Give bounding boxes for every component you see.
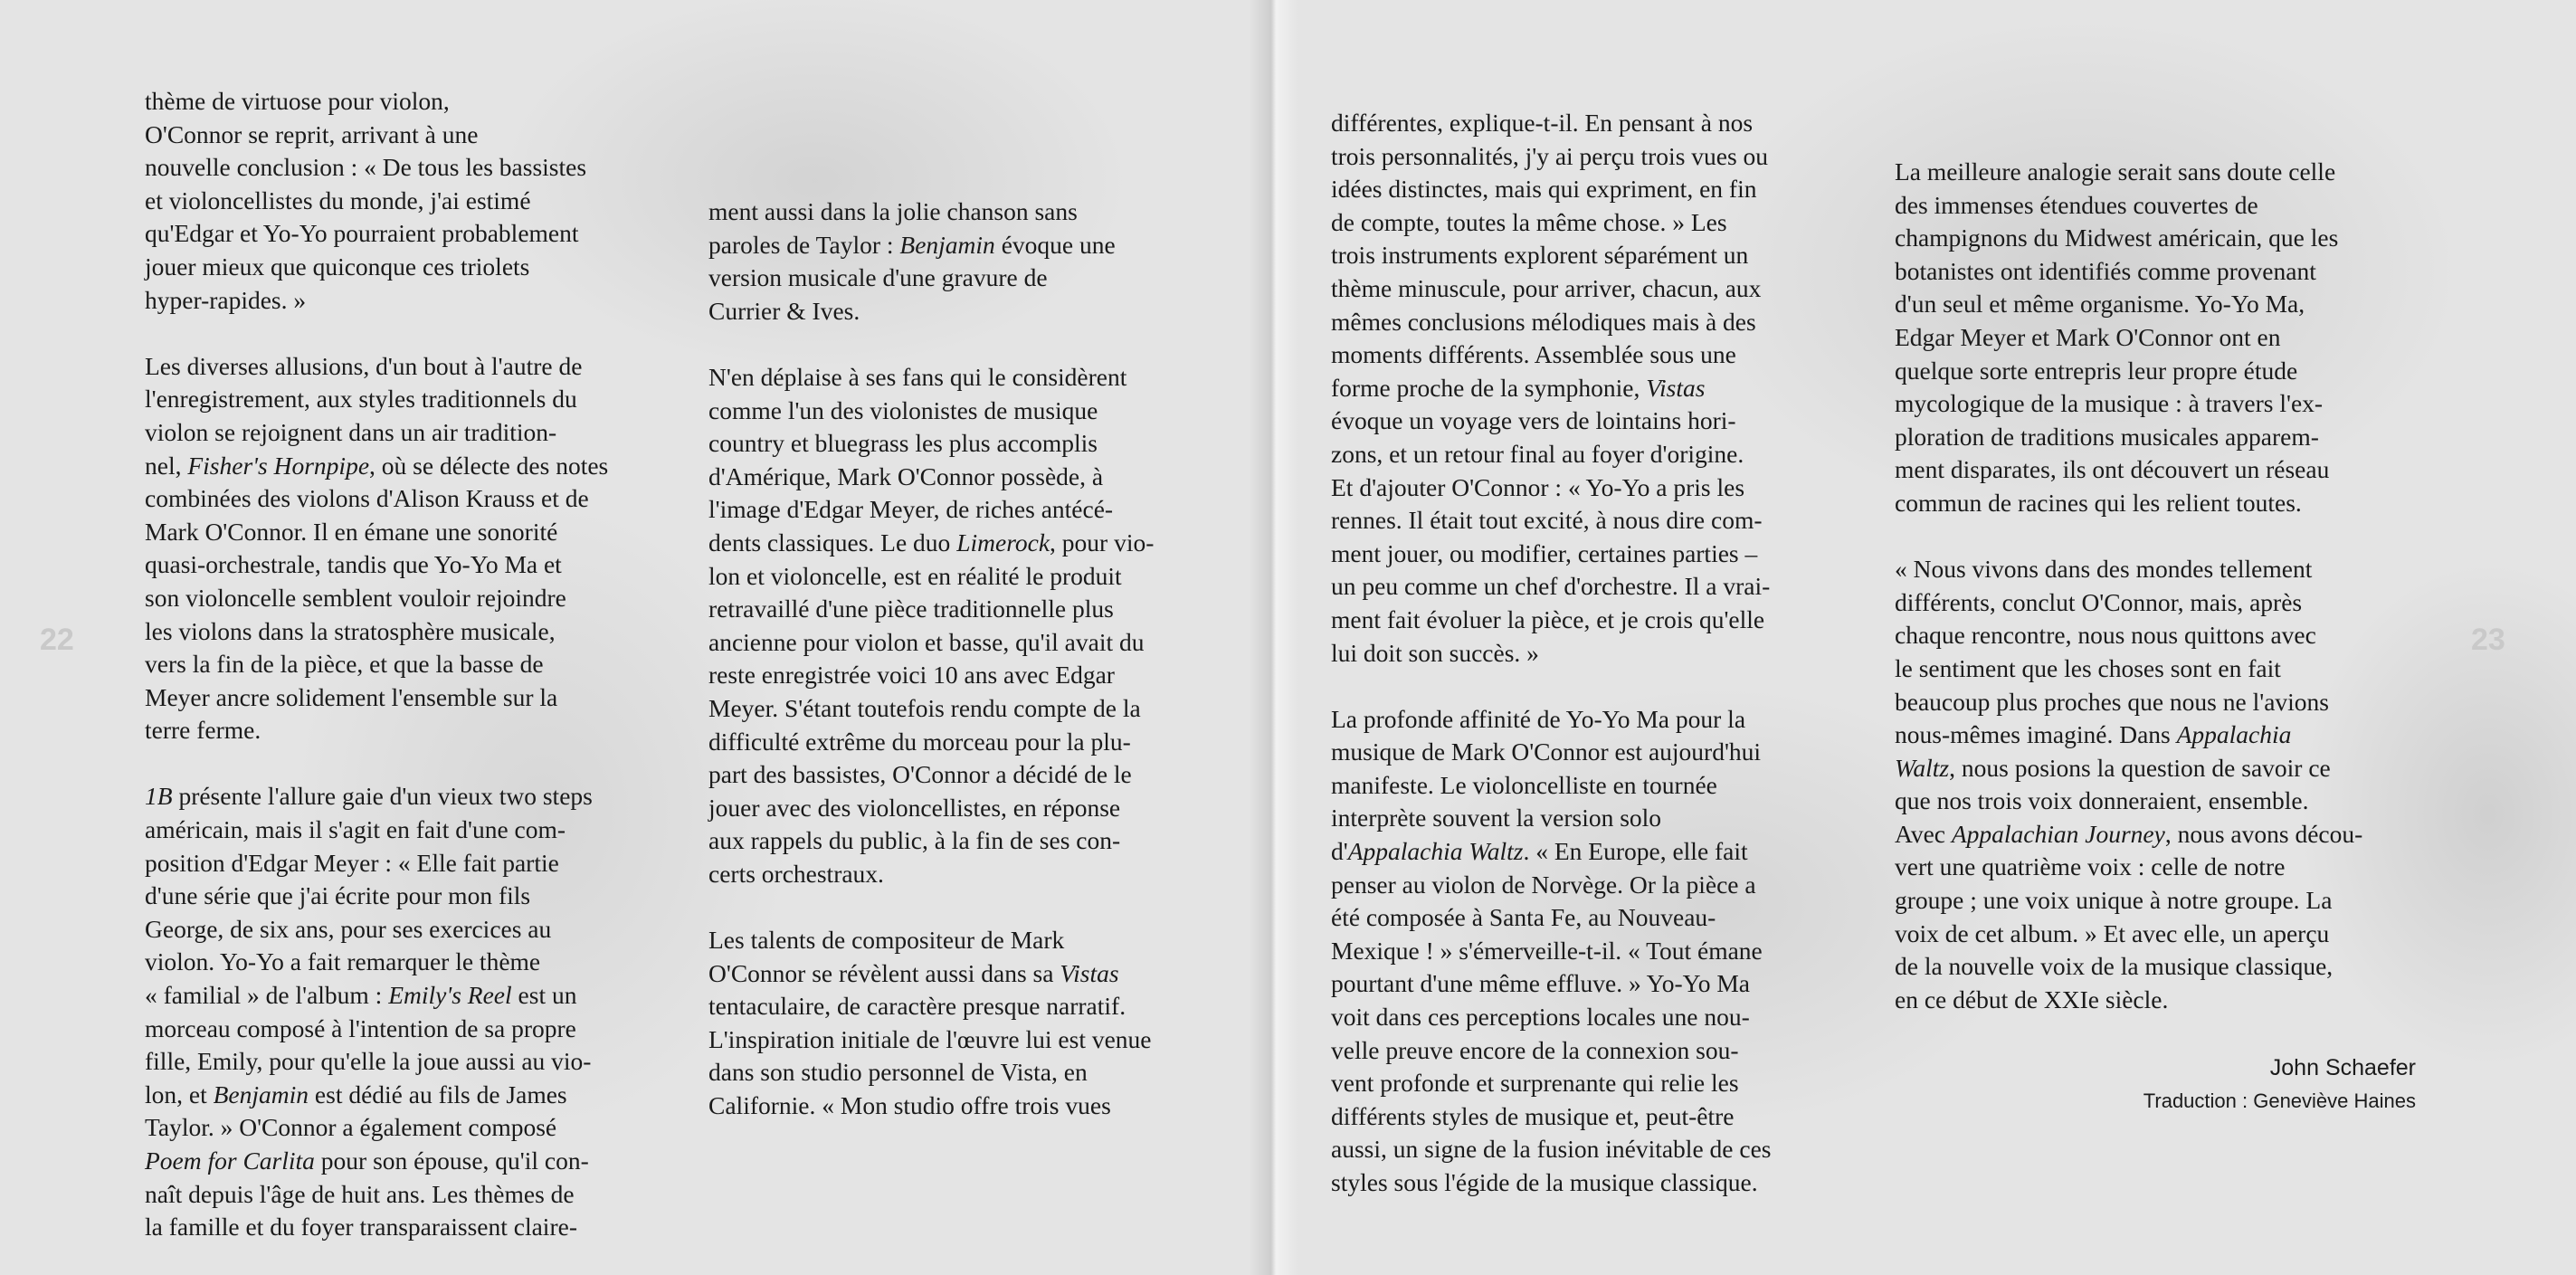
text-line: nouvelle conclusion : « De tous les bassistes	[145, 153, 587, 182]
text-line: country et bluegrass les plus accomplis	[708, 429, 1098, 458]
text-line: ancienne pour violon et basse, qu'il avait du	[708, 627, 1145, 656]
text-line: commun de racines qui les relient toutes.	[1895, 488, 2302, 517]
text-line: chaque rencontre, nous nous quittons avec	[1895, 621, 2316, 650]
text-line: interprète souvent la version solo	[1331, 804, 1662, 833]
text-line: l'enregistrement, aux styles traditionnels du	[145, 385, 577, 414]
text-line: retravaillé d'une pièce traditionnelle plus	[708, 595, 1114, 623]
text-line: d'une série que j'ai écrite pour mon fils	[145, 881, 531, 910]
text-line: groupe ; une voix unique à notre groupe. La	[1895, 886, 2333, 915]
text-line: différents styles de musique et, peut-être	[1331, 1101, 1735, 1130]
text-line: morceau composé à l'intention de sa propre	[145, 1013, 576, 1042]
text-line: ment jouer, ou modifier, certaines parties –	[1331, 538, 1758, 567]
text-column-4	[1895, 156, 2362, 1016]
text-line: ment aussi dans la jolie chanson sans	[708, 197, 1078, 225]
text-line: difficulté extrême du morceau pour la plu-	[708, 727, 1131, 756]
text-line: mycologique de la musique : à travers l'ex-	[1895, 389, 2324, 418]
text-line: d'un seul et même organisme. Yo-Yo Ma,	[1895, 290, 2305, 319]
work-title: Poem for Carlita	[145, 1147, 315, 1175]
text-line: reste enregistrée voici 10 ans avec Edgar	[708, 661, 1115, 690]
text-line: forme proche de la symphonie, Vistas	[1331, 373, 1706, 402]
text-line: de compte, toutes la même chose. » Les	[1331, 207, 1727, 236]
paragraph-break	[708, 328, 1154, 361]
text-line: nel, Fisher's Hornpipe, où se délecte des notes	[145, 451, 609, 480]
text-line: trois personnalités, j'y ai perçu trois vues ou	[1331, 141, 1769, 170]
work-title: Limerock	[956, 528, 1050, 557]
text-line: évoque un voyage vers de lointains hori-	[1331, 406, 1736, 435]
text-line: hyper-rapides. »	[145, 285, 307, 314]
work-title: Fisher's Hornpipe	[187, 451, 370, 480]
text-line: de la nouvelle voix de la musique classique,	[1895, 952, 2334, 981]
text-line: Taylor. » O'Connor a également composé	[145, 1113, 557, 1142]
text-line: dents classiques. Le duo Limerock, pour vio-	[708, 528, 1155, 557]
text-line: en ce début de XXIe siècle.	[1895, 985, 2169, 1013]
text-line: styles sous l'égide de la musique classique.	[1331, 1168, 1758, 1196]
text-line: moments différents. Assemblée sous une	[1331, 340, 1736, 369]
text-line: rennes. Il était tout excité, à nous dire com-	[1331, 506, 1763, 535]
text-line: vent profonde et surprenante qui relie les	[1331, 1069, 1739, 1098]
text-line: vert une quatrième voix : celle de notre	[1895, 852, 2286, 881]
text-line: beaucoup plus proches que nous ne l'avions	[1895, 687, 2329, 716]
text-line: un peu comme un chef d'orchestre. Il a vrai-	[1331, 572, 1771, 601]
text-line: L'inspiration initiale de l'œuvre lui est venue	[708, 1024, 1152, 1053]
paragraph-break	[1895, 520, 2362, 554]
text-line: l'image d'Edgar Meyer, de riches antécé-	[708, 495, 1114, 524]
text-line: Meyer. S'étant toutefois rendu compte de la	[708, 693, 1141, 722]
text-line: manifeste. Le violoncelliste en tournée	[1331, 770, 1717, 799]
text-line: le sentiment que les choses sont en fait	[1895, 653, 2281, 682]
text-line: champignons du Midwest américain, que les	[1895, 224, 2339, 252]
text-line: les violons dans la stratosphère musicale,	[145, 616, 556, 645]
text-line: certs orchestraux.	[708, 859, 884, 888]
text-line: zons, et un retour final au foyer d'origine.	[1331, 439, 1744, 468]
paragraph-break	[145, 317, 608, 350]
work-title: Appalachia	[2176, 720, 2292, 749]
text-line: pourtant d'une même effluve. » Yo-Yo Ma	[1331, 969, 1751, 998]
text-line: et violoncellistes du monde, j'ai estimé	[145, 186, 531, 214]
text-line: la famille et du foyer transparaissent claire-	[145, 1213, 577, 1242]
text-line: Mark O'Connor. Il en émane une sonorité	[145, 517, 558, 546]
text-line: voix de cet album. » Et avec elle, un aperçu	[1895, 918, 2330, 947]
text-line: La profonde affinité de Yo-Yo Ma pour la	[1331, 704, 1746, 733]
text-line: Meyer ancre solidement l'ensemble sur la	[145, 682, 558, 711]
work-title: Benjamin	[899, 230, 995, 259]
text-line: Mexique ! » s'émerveille-t-il. « Tout émane	[1331, 936, 1763, 965]
booklet-fold	[1249, 0, 1298, 1275]
text-line: violon. Yo-Yo a fait remarquer le thème	[145, 947, 541, 976]
text-line: Californie. « Mon studio offre trois vues	[708, 1091, 1111, 1120]
text-line: d'Amérique, Mark O'Connor possède, à	[708, 461, 1104, 490]
text-line: Les talents de compositeur de Mark	[708, 926, 1065, 955]
page-number-right: 23	[2471, 623, 2505, 657]
text-line: botanistes ont identifiés comme provenant	[1895, 256, 2316, 285]
paragraph-break	[145, 747, 608, 781]
text-line: d'Appalachia Waltz. « En Europe, elle fait	[1331, 837, 1748, 866]
paragraph-break	[708, 890, 1154, 924]
text-line: Et d'ajouter O'Connor : « Yo-Yo a pris les	[1331, 472, 1745, 501]
text-line: quasi-orchestrale, tandis que Yo-Yo Ma et	[145, 550, 562, 579]
paragraph-break	[1331, 670, 1771, 703]
work-title: Benjamin	[213, 1080, 309, 1108]
text-line: La meilleure analogie serait sans doute celle	[1895, 157, 2336, 186]
text-line: velle preuve encore de la connexion sou-	[1331, 1035, 1739, 1064]
text-line: ment fait évoluer la pièce, et je crois qu'elle	[1331, 604, 1765, 633]
text-line: thème de virtuose pour violon,	[145, 87, 450, 115]
work-title: 1B	[145, 782, 173, 811]
text-line: position d'Edgar Meyer : « Elle fait partie	[145, 848, 559, 877]
text-line: O'Connor se révèlent aussi dans sa Vistas	[708, 958, 1119, 987]
text-line: qu'Edgar et Yo-Yo pourraient probablement	[145, 219, 579, 248]
text-line: George, de six ans, pour ses exercices au	[145, 914, 552, 943]
text-line: version musicale d'une gravure de	[708, 263, 1048, 292]
text-line: part des bassistes, O'Connor a décidé de le	[708, 760, 1132, 789]
text-line: Waltz, nous posions la question de savoir ce	[1895, 753, 2331, 782]
text-line: musique de Mark O'Connor est aujourd'hui	[1331, 737, 1762, 766]
text-line: dans son studio personnel de Vista, en	[708, 1058, 1088, 1087]
text-line: O'Connor se reprit, arrivant à une	[145, 119, 479, 148]
text-line: aux rappels du public, à la fin de ses con-	[708, 826, 1121, 855]
text-line: Edgar Meyer et Mark O'Connor ont en	[1895, 322, 2281, 351]
text-line: comme l'un des violonistes de musique	[708, 395, 1098, 424]
text-line: tentaculaire, de caractère presque narratif.	[708, 992, 1126, 1021]
text-line: trois instruments explorent séparément un	[1331, 241, 1749, 270]
text-line: Currier & Ives.	[708, 296, 860, 325]
text-line: N'en déplaise à ses fans qui le considèrent	[708, 362, 1127, 391]
text-line: violon se rejoignent dans un air tradition-	[145, 417, 557, 446]
text-line: Avec Appalachian Journey, nous avons décou-	[1895, 819, 2363, 848]
text-line: voit dans ces perceptions locales une nou-	[1331, 1003, 1750, 1032]
text-column-3	[1331, 107, 1771, 1200]
text-line: penser au violon de Norvège. Or la pièce a	[1331, 870, 1756, 899]
text-line: américain, mais il s'agit en fait d'une com-	[145, 815, 566, 844]
text-line: que nos trois voix donneraient, ensemble.	[1895, 786, 2309, 815]
work-title: Appalachia Waltz	[1347, 837, 1524, 866]
work-title: Waltz	[1895, 753, 1950, 782]
text-line: terre ferme.	[145, 716, 261, 745]
translator-credit: Traduction : Geneviève Haines	[2143, 1089, 2416, 1112]
text-line: 1B présente l'allure gaie d'un vieux two steps	[145, 782, 593, 811]
text-line: nous-mêmes imaginé. Dans Appalachia	[1895, 720, 2292, 749]
author-signature: John Schaefer	[2269, 1055, 2416, 1080]
text-line: combinées des violons d'Alison Krauss et de	[145, 484, 589, 513]
text-line: vers la fin de la pièce, et que la basse de	[145, 650, 544, 679]
text-line: « Nous vivons dans des mondes tellement	[1895, 555, 2313, 584]
text-line: jouer avec des violoncellistes, en réponse	[708, 793, 1121, 822]
text-line: « familial » de l'album : Emily's Reel est un	[145, 981, 577, 1010]
text-line: fille, Emily, pour qu'elle la joue aussi au vio-	[145, 1047, 592, 1076]
text-line: aussi, un signe de la fusion inévitable de ces	[1331, 1135, 1772, 1164]
text-line: ploration de traditions musicales apparem-	[1895, 422, 2319, 451]
work-title: Appalachian Journey	[1951, 819, 2165, 848]
page-number-left: 22	[40, 623, 74, 657]
text-column-2	[708, 195, 1154, 1123]
text-column-1	[145, 85, 608, 1244]
text-line: jouer mieux que quiconque ces triolets	[145, 252, 530, 281]
text-line: lui doit son succès. »	[1331, 638, 1539, 667]
text-line: lon et violoncelle, est en réalité le produit	[708, 561, 1122, 590]
text-line: Poem for Carlita pour son épouse, qu'il con-	[145, 1147, 589, 1175]
text-line: naît depuis l'âge de huit ans. Les thèmes de	[145, 1179, 575, 1208]
text-line: idées distinctes, mais qui expriment, en fin	[1331, 175, 1757, 204]
work-title: Vistas	[1646, 373, 1706, 402]
text-line: ment disparates, ils ont découvert un réseau	[1895, 455, 2330, 484]
text-line: lon, et Benjamin est dédié au fils de James	[145, 1080, 567, 1108]
text-line: Les diverses allusions, d'un bout à l'autre de	[145, 351, 583, 380]
work-title: Emily's Reel	[388, 981, 512, 1010]
text-line: différentes, explique-t-il. En pensant à nos	[1331, 109, 1754, 137]
text-line: différents, conclut O'Connor, mais, après	[1895, 587, 2303, 616]
work-title: Vistas	[1060, 958, 1119, 987]
text-line: quelque sorte entrepris leur propre étude	[1895, 356, 2298, 385]
text-line: été composée à Santa Fe, au Nouveau-	[1331, 903, 1716, 932]
text-line: son violoncelle semblent vouloir rejoindre	[145, 583, 566, 612]
text-line: thème minuscule, pour arriver, chacun, aux	[1331, 273, 1762, 302]
text-line: paroles de Taylor : Benjamin évoque une	[708, 230, 1116, 259]
text-line: des immenses étendues couvertes de	[1895, 190, 2258, 219]
text-line: mêmes conclusions mélodiques mais à des	[1331, 307, 1756, 336]
